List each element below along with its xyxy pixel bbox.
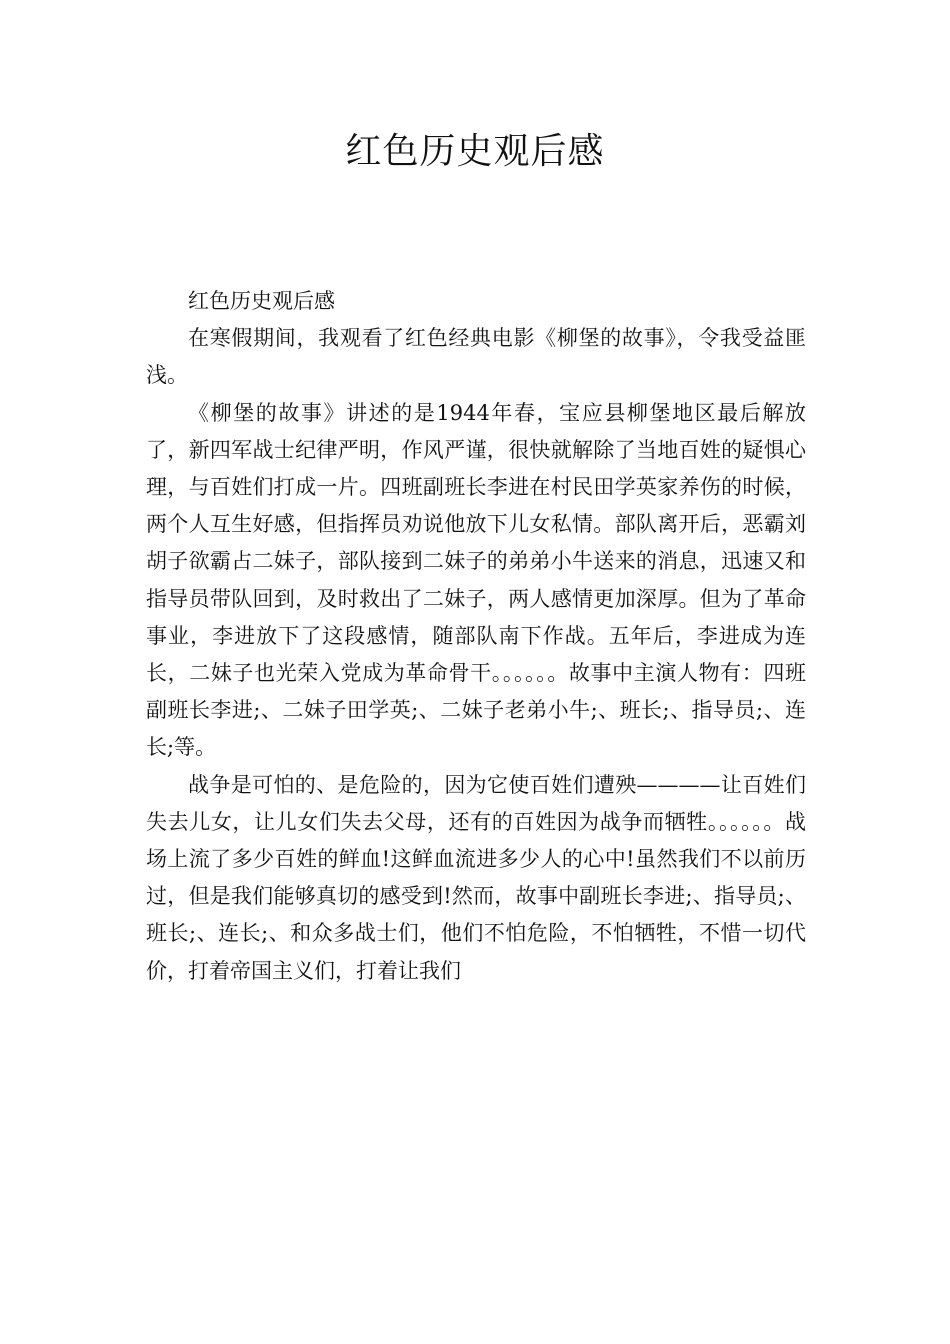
paragraph-heading: 红色历史观后感 [188, 289, 335, 313]
paragraph-intro: 在寒假期间，我观看了红色经典电影《柳堡的故事》，令我受益匪浅。 [146, 326, 806, 388]
paragraph-plot: 《柳堡的故事》讲述的是1944年春，宝应县柳堡地区最后解放了，新四军战士纪律严明，作风严谨，很快就解除了当地百姓的疑惧心理，与百姓们打成一片。四班副班长李进在村民田学英家养伤的时候，两个人互生好感，但指挥员劝说他放下儿女私情。部队离开后，恶霸刘胡子欲霸占二妹子，部队接到二妹子的弟弟小牛送来的消息，迅速又和指导员带队回到，及时救出了二妹子，两人感情更加深厚。但为了革命事业，李进放下了这段感情，随部队南下作战。五年后，李进成为连长，二妹子也光荣入党成为革命骨干。。。。。。故事中主演人物有：四班副班长李进;、二妹子田学英;、二妹子老弟小牛;、班长;、指导员;、连长;等。 [146, 400, 806, 760]
paragraph-war: 战争是可怕的、是危险的，因为它使百姓们遭殃————让百姓们失去儿女，让儿女们失去父母，还有的百姓因为战争而牺牲。。。。。。战场上流了多少百姓的鲜血!这鲜血流进多少人的心中!虽然我们不以前历过，但是我们能够真切的感受到!然而，故事中副班长李进;、指导员;、班长;、连长;、和众多战士们，他们不怕危险，不怕牺牲，不惜一切代价，打着帝国主义们，打着让我们 [146, 772, 806, 983]
document-body [146, 283, 806, 990]
document-title: 红色历史观后感 [345, 131, 605, 172]
